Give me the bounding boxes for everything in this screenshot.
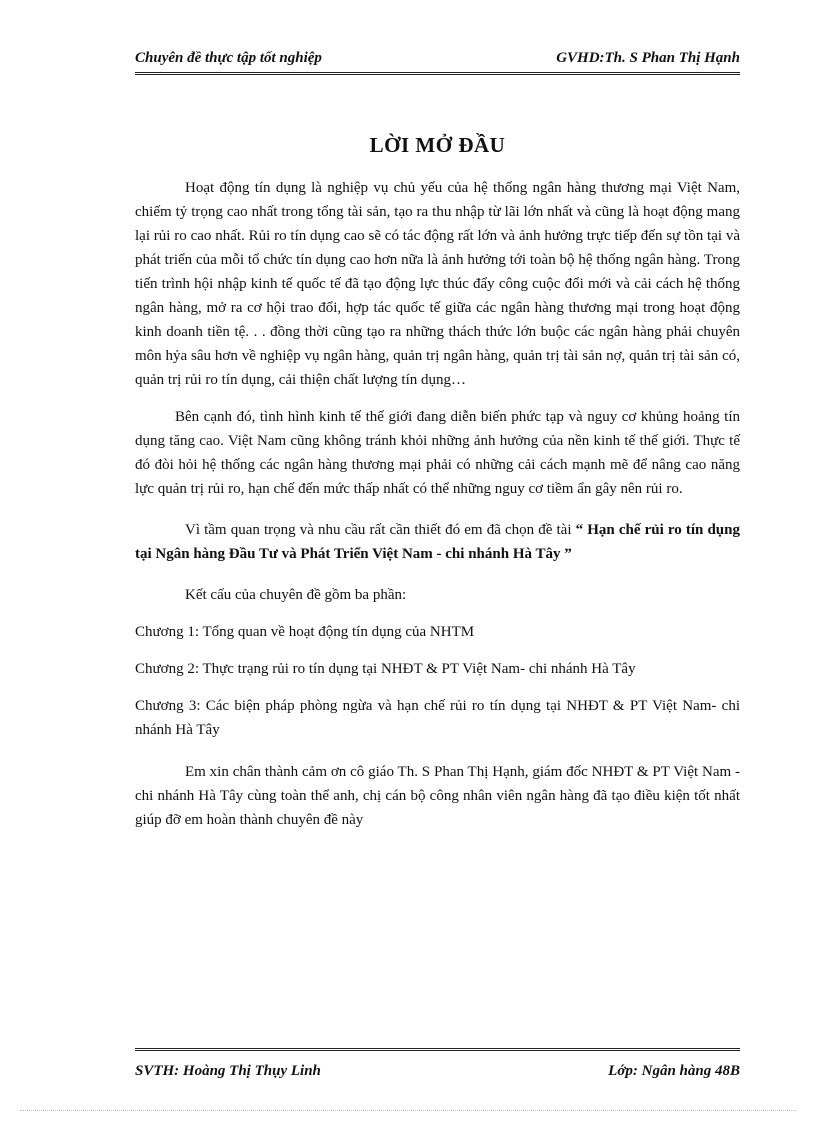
header-supervisor: GVHD:Th. S Phan Thị Hạnh bbox=[556, 50, 740, 66]
footer-student: SVTH: Hoàng Thị Thụy Linh bbox=[135, 1063, 321, 1079]
page-title: LỜI MỞ ĐẦU bbox=[369, 133, 506, 157]
page-footer bbox=[135, 1048, 740, 1091]
page-header bbox=[135, 48, 740, 75]
paragraph-acknowledgement: Em xin chân thành cảm ơn cô giáo Th. S Phan Thị Hạnh, giám đốc NHĐT & PT Việt Nam - chi nhánh Hà Tây cùng toàn thể anh, chị cán bộ công nhân viên ngân hàng đã tạo điều kiện tốt nhất giúp đỡ em hoàn thành chuyên đề này bbox=[135, 764, 740, 828]
paragraph-context: Bên cạnh đó, tình hình kinh tế thế giới đang diễn biến phức tạp và nguy cơ khủng hoảng tín dụng tăng cao. Việt Nam cũng không tránh khỏi những ảnh hưởng của nền kinh tế thế giới. Thực tế đó đòi hỏi hệ thống các ngân hàng thương mại phải có những cải cách mạnh mẽ để nâng cao năng lực quản trị rủi ro, hạn chế đến mức thấp nhất có thể những nguy cơ tiềm ẩn gây nên rủi ro. bbox=[135, 409, 740, 497]
paragraph-structure: Kết cấu của chuyên đề gồm ba phần: bbox=[185, 587, 407, 603]
document-body bbox=[135, 176, 740, 832]
paragraph-topic bbox=[135, 518, 740, 566]
header-report-title: Chuyên đề thực tập tốt nghiệp bbox=[135, 50, 322, 66]
chapter-1: Chương 1: Tổng quan về hoạt động tín dụng của NHTM bbox=[135, 624, 475, 640]
topic-title: “ Hạn chế rủi ro tín dụng tại Ngân hàng Đầu Tư và Phát Triển Việt Nam - chi nhánh Hà Tây ” bbox=[135, 522, 740, 562]
page-edge-divider bbox=[20, 1110, 796, 1111]
paragraph-intro: Hoạt động tín dụng là nghiệp vụ chủ yếu của hệ thống ngân hàng thương mại Việt Nam, chiếm tỷ trọng cao nhất trong tổng tài sản, tạo ra thu nhập từ lãi lớn nhất và cũng là hoạt động mang lại rủi ro cao nhất. Rủi ro tín dụng cao sẽ có tác động rất lớn và ảnh hưởng trực tiếp đến sự tồn tại và phát triển của mỗi tổ chức tín dụng cao hơn nữa là ảnh hưởng tới toàn bộ hệ thống ngân hàng. Trong tiến trình hội nhập kinh tế quốc tế đã tạo động lực thúc đẩy công cuộc đổi mới và cải cách hệ thống ngân hàng, mở ra cơ hội trao đổi, hợp tác quốc tế giữa các ngân hàng thương mại trong hoạt động kinh doanh tiền tệ. . . đồng thời cũng tạo ra những thách thức lớn buộc các ngân hàng phải chuyên môn hỷa sâu hơn về nghiệp vụ ngân hàng, quản trị ngân hàng, quản trị tài sản nợ, quản trị tài sản có, quản trị rủi ro tín dụng, cải thiện chất lượng tín dụng… bbox=[135, 180, 740, 388]
chapter-2: Chương 2: Thực trạng rủi ro tín dụng tại NHĐT & PT Việt Nam- chi nhánh Hà Tây bbox=[135, 661, 636, 677]
topic-lead: Vì tầm quan trọng và nhu cầu rất cần thiết đó em đã chọn đề tài bbox=[185, 522, 572, 538]
chapter-3: Chương 3: Các biện pháp phòng ngừa và hạn chế rủi ro tín dụng tại NHĐT & PT Việt Nam- chi nhánh Hà Tây bbox=[135, 698, 740, 738]
footer-class: Lớp: Ngân hàng 48B bbox=[608, 1063, 740, 1079]
